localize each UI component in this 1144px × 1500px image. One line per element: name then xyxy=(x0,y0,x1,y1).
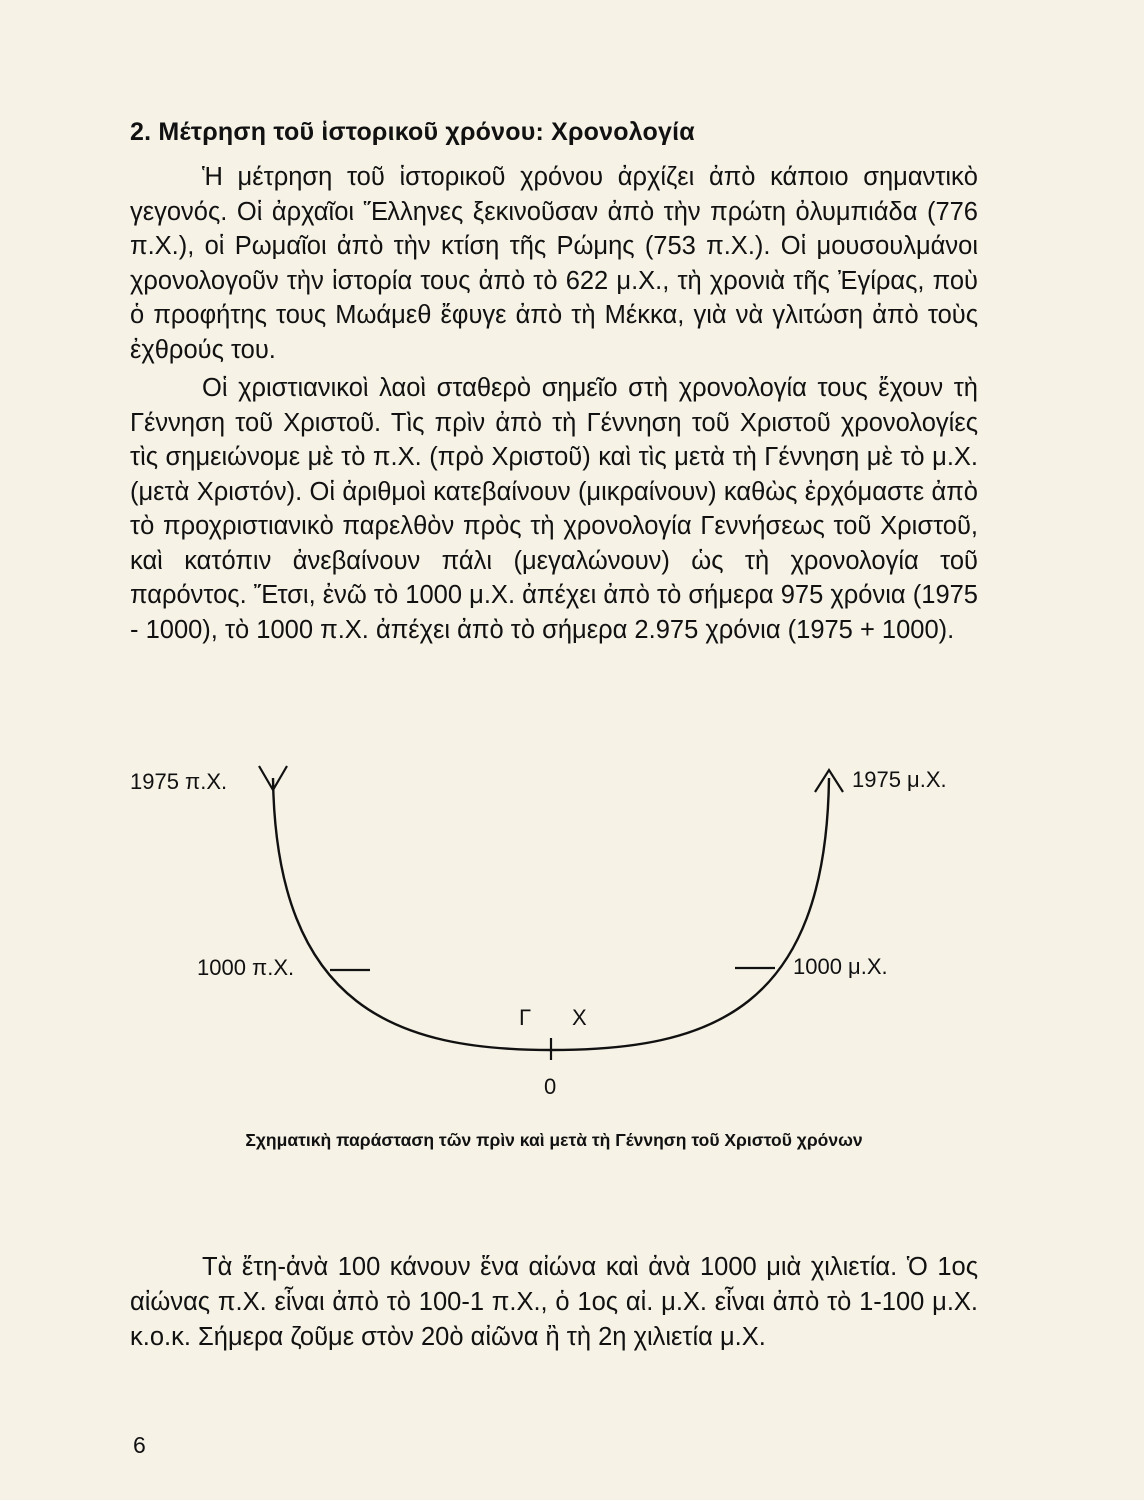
diagram-caption: Σχηματικὴ παράσταση τῶν πρὶν καὶ μετὰ τὴ Γέννηση τοῦ Χριστοῦ χρόνων xyxy=(245,1130,863,1150)
page-number: 6 xyxy=(133,1432,146,1458)
label-1000-ad: 1000 μ.Χ. xyxy=(793,954,888,979)
label-gamma: Γ xyxy=(519,1005,532,1030)
timeline-curve xyxy=(273,778,829,1050)
paragraph-3: Τὰ ἔτη-ἀνὰ 100 κάνουν ἕνα αἰώνα καὶ ἀνὰ 1000 μιὰ χιλιετία. Ὁ 1ος αἰώνας π.Χ. εἶναι ἀπὸ τὸ 100-1 π.Χ., ὁ 1ος αἰ. μ.Χ. εἶναι ἀπὸ τὸ 1-100 μ.Χ. κ.ο.κ. Σήμερα ζοῦμε στὸν 20ὸ αἰῶνα ἢ τὴ 2η χιλιετία μ.Χ. xyxy=(130,1253,978,1351)
section-heading: 2. Μέτρηση τοῦ ἱστορικοῦ χρόνου: Χρονολογία xyxy=(130,118,695,146)
label-1975-bc: 1975 π.Χ. xyxy=(130,769,228,794)
paragraph-2: Οἱ χριστιανικοὶ λαοὶ σταθερὸ σημεῖο στὴ χρονολογία τους ἔχουν τὴ Γέννηση τοῦ Χριστοῦ. Τὶς πρὶν ἀπὸ τὴ Γέννηση τοῦ Χριστοῦ χρονολογίες τὶς σημειώνομε μὲ τὸ π.Χ. (πρὸ Χριστοῦ) καὶ τὶς μετὰ τὴ Γέννηση μὲ τὸ μ.Χ. (μετὰ Χριστόν). Οἱ ἀριθμοὶ κατεβαίνουν (μικραίνουν) καθὼς ἐρχόμαστε ἀπὸ τὸ προχριστιανικὸ παρελθὸν πρὸς τὴ χρονολογία Γεννήσεως τοῦ Χριστοῦ, καὶ κατόπιν ἀνεβαίνουν πάλι (μεγαλώνουν) ὡς τὴ χρονολογία τοῦ παρόντος. Ἔτσι, ἐνῶ τὸ 1000 μ.Χ. ἀπέχει ἀπὸ τὸ σήμερα 975 χρόνια (1975 - 1000), τὸ 1000 π.Χ. ἀπέχει ἀπὸ τὸ σήμερα 2.975 χρόνια (1975 + 1000). xyxy=(130,374,978,644)
label-zero: 0 xyxy=(544,1074,557,1099)
label-chi: Χ xyxy=(572,1005,587,1030)
label-1000-bc: 1000 π.Χ. xyxy=(197,955,295,980)
label-1975-ad: 1975 μ.Χ. xyxy=(852,767,947,792)
paragraph-1: Ἡ μέτρηση τοῦ ἱστορικοῦ χρόνου ἀρχίζει ἀπὸ κάποιο σημαντικὸ γεγονός. Οἱ ἀρχαῖοι Ἕλληνες ξεκινοῦσαν ἀπὸ τὴν πρώτη ὀλυμπιάδα (776 π.Χ.), οἱ Ρωμαῖοι ἀπὸ τὴν κτίση τῆς Ρώμης (753 π.Χ.). Οἱ μουσουλμάνοι χρονολογοῦν τὴν ἱστορία τους ἀπὸ τὸ 622 μ.Χ., τὴ χρονιὰ τῆς Ἐγίρας, ποὺ ὁ προφήτης τους Μωάμεθ ἔφυγε ἀπὸ τὴ Μέκκα, γιὰ νὰ γλιτώση ἀπὸ τοὺς ἐχθρούς του. xyxy=(130,163,978,364)
